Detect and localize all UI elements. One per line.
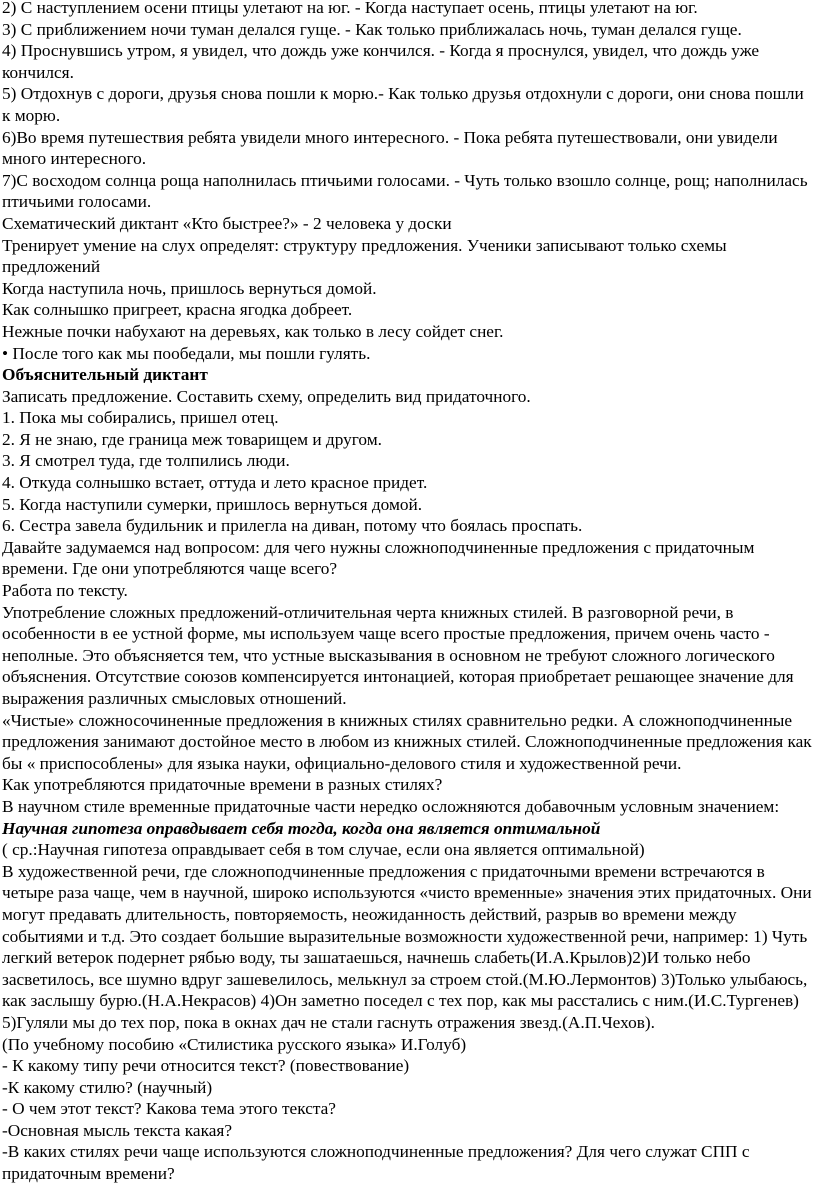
paragraph-example-6: 6)Во время путешествия ребята увидели много интересного. - Пока ребята путешествовали, они увидели много интересного. <box>2 127 778 169</box>
question-item: -Основная мысль текста какая? <box>2 1120 233 1140</box>
question-item: - К какому типу речи относится текст? (повествование) <box>2 1056 410 1076</box>
paragraph-example-5: 5) Отдохнув с дороги, друзья снова пошли к морю.- Как только друзья отдохнули с дороги, они снова пошли к морю. <box>2 84 804 125</box>
work-heading: Работа по тексту. <box>2 581 128 601</box>
paragraph-example-4: 4) Проснувшись утром, я увидел, что дождь уже кончился. - Когда я проснулся, увидел, что дождь уже кончился. <box>2 41 760 82</box>
task-instruction: Записать предложение. Составить схему, определить вид придаточного. <box>2 386 531 406</box>
body-paragraph: В научном стиле временные придаточные части нередко осложняются добавочным условным значением: <box>2 796 780 816</box>
sentence-item: Нежные почки набухают на деревьях, как только в лесу сойдет снег. <box>2 321 504 341</box>
body-paragraph: В художественной речи, где сложноподчиненные предложения с придаточными времени встречаются в четыре раза чаще, чем в научной, широко используются «чисто временные» значения этих придаточных. Они могут предавать длительность, повторяемость, неожиданность действий, разрыв во времени между событиями и т.д. Это создает большие выразительные возможности художественной речи, например: 1) Чуть легкий ветерок подернет рябью воду, ты зашатаешься, начнешь слабеть(И.А.Крылов)2)И только небо засветилось, все шумно вдруг зашевелилось, мелькнул за строем стой.(М.Ю.Лермонтов) 3)Только улыбаюсь, как заслышу бурю.(Н.А.Некрасов) 4)Он заметно поседел с тех пор, как мы расстались с ним.(И.С.Тургенев) 5)Гуляли мы до тех пор, пока в окнах дач не стали гаснуть отражения звезд.(А.П.Чехов). <box>2 861 812 1032</box>
question-paragraph: Как употребляются придаточные времени в разных стилях? <box>2 775 443 795</box>
paragraph-schematic-dictation: Схематический диктант «Кто быстрее?» - 2 человека у доски <box>2 213 452 233</box>
paragraph-example-2: 2) С наступлением осени птицы улетают на юг. - Когда наступает осень, птицы улетают на юг. <box>2 0 698 17</box>
sentence-item: Как солнышко пригреет, красна ягодка добреет. <box>2 300 353 320</box>
numbered-item: 5. Когда наступили сумерки, пришлось вернуться домой. <box>2 494 423 514</box>
paragraph-example-3: 3) С приближением ночи туман делался гуще. - Как только приближалась ночь, туман делался гуще. <box>2 19 742 39</box>
sentence-item: Когда наступила ночь, пришлось вернуться домой. <box>2 278 377 298</box>
question-item: - О чем этот текст? Какова тема этого текста? <box>2 1099 336 1119</box>
numbered-item: 3. Я смотрел туда, где толпились люди. <box>2 451 290 471</box>
numbered-item: 1. Пока мы собирались, пришел отец. <box>2 408 279 428</box>
paragraph-example-7: 7)С восходом солнца роща наполнилась птичьими голосами. - Чуть только взошло солнце, рощ; наполнилась птичьими голосами. <box>2 170 808 212</box>
numbered-item: 6. Сестра завела будильник и прилегла на диван, потому что боялась проспать. <box>2 516 583 536</box>
numbered-item: 4. Откуда солнышко встает, оттуда и лето красное придет. <box>2 473 428 493</box>
question-paragraph: Давайте задумаемся над вопросом: для чего нужны сложноподчиненные предложения с придаточным времени. Где они употребляются чаще всего? <box>2 537 755 579</box>
emphasized-example: Научная гипотеза оправдывает себя тогда, когда она является оптимальной <box>2 818 601 838</box>
section-heading: Объяснительный диктант <box>2 365 208 385</box>
body-paragraph: «Чистые» сложносочиненные предложения в книжных стилях сравнительно редки. А сложноподчиненные предложения занимают достойное место в любом из книжных стилей. Сложноподчиненные предложения как бы « приспособлены» для языка науки, официально-делового стиля и художественной речи. <box>2 710 812 773</box>
numbered-item: 2. Я не знаю, где граница меж товарищем и другом. <box>2 429 383 449</box>
sentence-item-bullet: • После того как мы пообедали, мы пошли гулять. <box>2 343 371 363</box>
source-citation: (По учебному пособию «Стилистика русского языка» И.Голуб) <box>2 1034 467 1054</box>
body-paragraph: Употребление сложных предложений-отличительная черта книжных стилей. В разговорной речи, в особенности в ее устной форме, мы используем чаще всего простые предложения, причем очень часто - неполные. Это объясняется тем, что устные высказывания в основном не требуют сложного логического объяснения. Отсутствие союзов компенсируется интонацией, которая приобретает решающее значение для выражения различных смысловых отношений. <box>2 602 794 708</box>
comparison-note: ( ср.:Научная гипотеза оправдывает себя в том случае, если она является оптимальной) <box>2 840 645 860</box>
paragraph-dictation-description: Тренирует умение на слух определят: структуру предложения. Ученики записывают только схемы предложений <box>2 235 727 277</box>
question-item: -В каких стилях речи чаще используются сложноподчиненные предложения? Для чего служат СПП с придаточным времени? <box>2 1142 750 1184</box>
question-item: -К какому стилю? (научный) <box>2 1077 213 1097</box>
document-page <box>2 0 814 1185</box>
